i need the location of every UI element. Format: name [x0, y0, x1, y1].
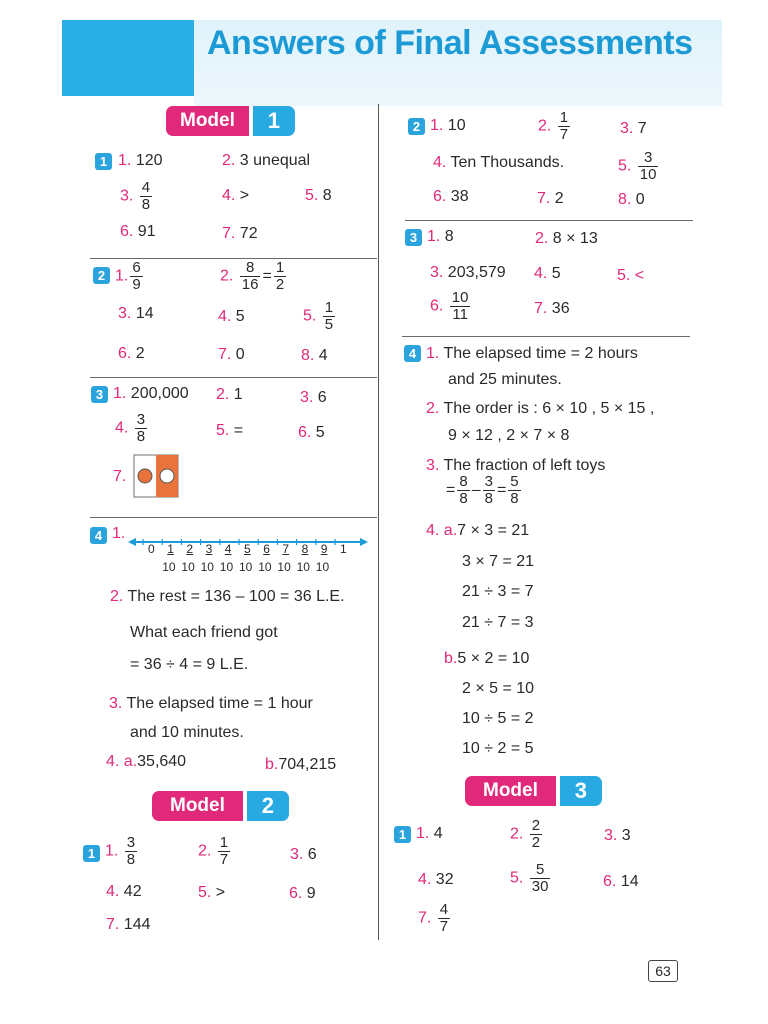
answer-item: 6. 91: [120, 223, 156, 240]
section-number: 3: [91, 386, 108, 403]
answer-item: 2. 3 unequal: [222, 152, 311, 169]
page-number: 63: [648, 960, 678, 982]
answer-item: 8. 0: [618, 191, 645, 208]
answer-item: 6. 9: [289, 885, 316, 902]
answer-item: 3. 203,579: [430, 264, 506, 281]
answer-item: 2. The rest = 136 – 100 = 36 L.E.: [110, 588, 345, 605]
number-line-denominator: 10: [258, 560, 272, 574]
answer-item: 2. 8 × 13: [535, 230, 598, 247]
number-line-tick-label: 2: [186, 542, 194, 556]
number-line-tick-label: 8: [301, 542, 309, 556]
answer-item: 3. The fraction of left toys: [426, 457, 606, 474]
answer-item: 1. 120: [118, 152, 163, 169]
number-line-tick-label: 1: [167, 542, 174, 556]
number-line-denominator: 10: [219, 560, 234, 574]
fraction-expression: = $\frac{8}{8}$ – $\frac{3}{8}$ = $\frac{5}{8}$: [446, 473, 519, 507]
answer-line: 10 ÷ 2 = 5: [462, 740, 534, 757]
answer-line: 9 × 12 , 2 × 7 × 8: [448, 427, 570, 444]
answer-item: 2. $\frac{1}{7}$: [198, 834, 229, 868]
answer-item: 6. 38: [433, 188, 469, 205]
section-number: 1: [95, 153, 112, 170]
answer-item: 7.: [113, 468, 127, 485]
answer-item: 2. $\frac{2}{2}$: [510, 817, 541, 851]
answer-line: 10 ÷ 5 = 2: [462, 710, 534, 727]
model-2-badge: [152, 791, 289, 821]
answer-line: and 10 minutes.: [130, 724, 244, 741]
answer-item: 2. The order is : 6 × 10 , 5 × 15 ,: [426, 400, 655, 417]
answer-item: 7. 144: [106, 916, 151, 933]
section-number: 4: [90, 527, 107, 544]
model-label: Model: [465, 776, 556, 806]
section-number: 2: [93, 267, 110, 284]
answer-item: 3. 7: [620, 120, 647, 137]
number-line-tick-label: 6: [263, 542, 270, 556]
number-line-tick-label: 5: [244, 542, 251, 556]
answer-item: 1.: [112, 525, 126, 542]
number-line-tick-label: 7: [282, 542, 290, 556]
model-3-badge: [465, 776, 602, 806]
section-divider: [402, 336, 690, 337]
answer-item: 4. 42: [106, 883, 142, 900]
answer-item: 6. 5: [298, 424, 325, 441]
answer-item: 3. $\frac{4}{8}$: [120, 179, 151, 213]
orange-circle: [138, 469, 152, 483]
answer-item: 5. =: [216, 422, 244, 439]
answer-item: 5. $\frac{5}{30}$: [510, 861, 549, 895]
number-line-tick-label: 4: [224, 542, 232, 556]
number-line-denominator: 10: [162, 560, 176, 574]
answer-item: b.5 × 2 = 10: [444, 650, 530, 667]
answer-item: 7. 2: [537, 190, 564, 207]
model-number: 2: [247, 791, 289, 821]
answer-item: 1. 10: [430, 117, 466, 134]
model-label: Model: [166, 106, 249, 136]
number-line-denominator: 10: [181, 560, 195, 574]
answer-line: and 25 minutes.: [448, 371, 562, 388]
model-number: 1: [253, 106, 295, 136]
answer-item: 4. >: [222, 187, 250, 204]
column-divider: [378, 104, 379, 940]
answer-item: 8. 4: [301, 347, 328, 364]
model-label: Model: [152, 791, 243, 821]
answer-item: 4. a.7 × 3 = 21: [426, 522, 530, 539]
answer-item: 1. 4: [416, 825, 443, 842]
number-line-tick-label: 0: [148, 542, 155, 556]
answer-item: 4. Ten Thousands.: [433, 154, 565, 171]
answer-item: 4. 5: [534, 265, 561, 282]
answer-item: 2. $\frac{1}{7}$: [538, 109, 569, 143]
page-title: Answers of Final Assessments: [207, 24, 693, 62]
number-line-denominator: 10: [200, 560, 214, 574]
answer-line: What each friend got: [130, 624, 278, 641]
answer-item: 1. The elapsed time = 2 hours: [426, 345, 638, 362]
answer-item: 1. 8: [427, 228, 454, 245]
answer-item: 5. 8: [305, 187, 332, 204]
model-number: 3: [560, 776, 602, 806]
answer-item: 6. 14: [603, 873, 639, 890]
answer-item: 3. 6: [300, 389, 327, 406]
answer-item: 1. $\frac{6}{9}$: [115, 259, 141, 293]
number-line-denominator: 10: [239, 560, 253, 574]
answer-line: 21 ÷ 7 = 3: [462, 614, 534, 631]
answer-item: 4. 5: [218, 308, 245, 325]
answer-item: 6. $\frac{10}{11}$: [430, 289, 469, 323]
number-line-tick-label: 1: [340, 542, 347, 556]
answer-item: 4. a.35,640: [106, 753, 187, 770]
section-number: 1: [394, 826, 411, 843]
answer-item: 3. 3: [604, 827, 631, 844]
answer-line: 21 ÷ 3 = 7: [462, 583, 534, 600]
answer-item: 1. $\frac{3}{8}$: [105, 834, 136, 868]
answer-item: 3. 14: [118, 305, 154, 322]
section-number: 2: [408, 118, 425, 135]
header-color-block: [62, 20, 194, 96]
white-circle: [160, 469, 174, 483]
answer-item: 5. $\frac{1}{5}$: [303, 299, 334, 333]
answer-item: 6. 2: [118, 345, 145, 362]
model-1-badge: [166, 106, 295, 136]
answer-line: = 36 ÷ 4 = 9 L.E.: [130, 656, 249, 673]
answer-item: 3. 6: [290, 846, 317, 863]
answer-item: 7. $\frac{4}{7}$: [418, 901, 449, 935]
number-line-denominator: 10: [277, 560, 291, 574]
answer-line: 2 × 5 = 10: [462, 680, 535, 697]
answer-line: 3 × 7 = 21: [462, 553, 535, 570]
answer-item: 5. >: [198, 884, 226, 901]
answer-item: 2. 1: [216, 386, 243, 403]
section-divider: [405, 220, 693, 221]
number-line-numerators: [140, 542, 360, 558]
shape-diagram: [133, 454, 179, 498]
number-line-tick-label: 9: [320, 542, 328, 556]
answer-item: 7. 0: [218, 346, 245, 363]
answer-item: 5. $\frac{3}{10}$: [618, 149, 657, 183]
answer-item: 7. 72: [222, 225, 258, 242]
answer-item: 5. <: [617, 267, 645, 284]
number-line-denominators: [140, 560, 360, 576]
number-line-denominator: 10: [315, 560, 330, 574]
section-number: 3: [405, 229, 422, 246]
answer-item: 7. 36: [534, 300, 570, 317]
answer-item: 1. 200,000: [113, 385, 189, 402]
answer-item: 2. $\frac{8}{16}$ = $\frac{1}{2}$: [220, 259, 285, 293]
section-number: 4: [404, 345, 421, 362]
answer-item: 4. 32: [418, 871, 454, 888]
number-line-denominator: 10: [296, 560, 310, 574]
answer-item: b.704,215: [265, 756, 337, 773]
answer-item: 4. $\frac{3}{8}$: [115, 411, 146, 445]
section-number: 1: [83, 845, 100, 862]
section-divider: [90, 377, 377, 378]
section-divider: [90, 517, 377, 518]
number-line-tick-label: 3: [205, 542, 213, 556]
answer-item: 3. The elapsed time = 1 hour: [109, 695, 313, 712]
